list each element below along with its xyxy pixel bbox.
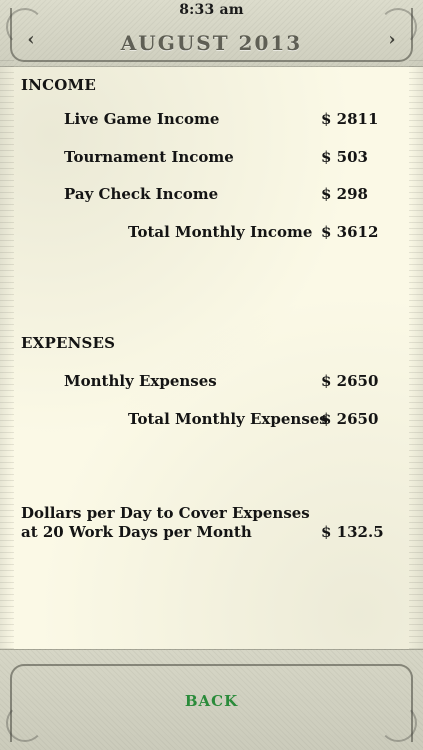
daily-expense-value: $ 132.5 xyxy=(321,523,384,541)
bottom-ornate-band xyxy=(0,649,423,750)
income-row-value: $ 503 xyxy=(321,148,368,166)
income-total-value: $ 3612 xyxy=(321,223,379,241)
income-row-label: Pay Check Income xyxy=(64,185,219,203)
expenses-total-value: $ 2650 xyxy=(321,410,379,428)
status-bar-time: 8:33 am xyxy=(179,2,244,18)
expenses-section-title: EXPENSES xyxy=(21,334,116,352)
expenses-total-label: Total Monthly Expenses xyxy=(128,410,328,428)
income-total-label: Total Monthly Income xyxy=(128,223,313,241)
report-content xyxy=(0,66,423,656)
chevron-left-icon[interactable]: ‹ xyxy=(27,28,35,50)
chevron-right-icon[interactable]: › xyxy=(388,28,396,50)
income-row-label: Live Game Income xyxy=(64,110,220,128)
daily-expense-label: Dollars per Day to Cover Expenses at 20 Work Days per Month xyxy=(21,504,310,541)
expenses-row-label: Monthly Expenses xyxy=(64,372,217,390)
income-section-title: INCOME xyxy=(21,76,96,94)
income-row-label: Tournament Income xyxy=(64,148,234,166)
income-row-value: $ 298 xyxy=(321,185,368,203)
page-title: AUGUST 2013 xyxy=(120,31,303,55)
expenses-row-value: $ 2650 xyxy=(321,372,379,390)
income-row-value: $ 2811 xyxy=(321,110,379,128)
back-button[interactable]: BACK xyxy=(184,692,239,710)
top-ornate-band xyxy=(0,0,423,67)
